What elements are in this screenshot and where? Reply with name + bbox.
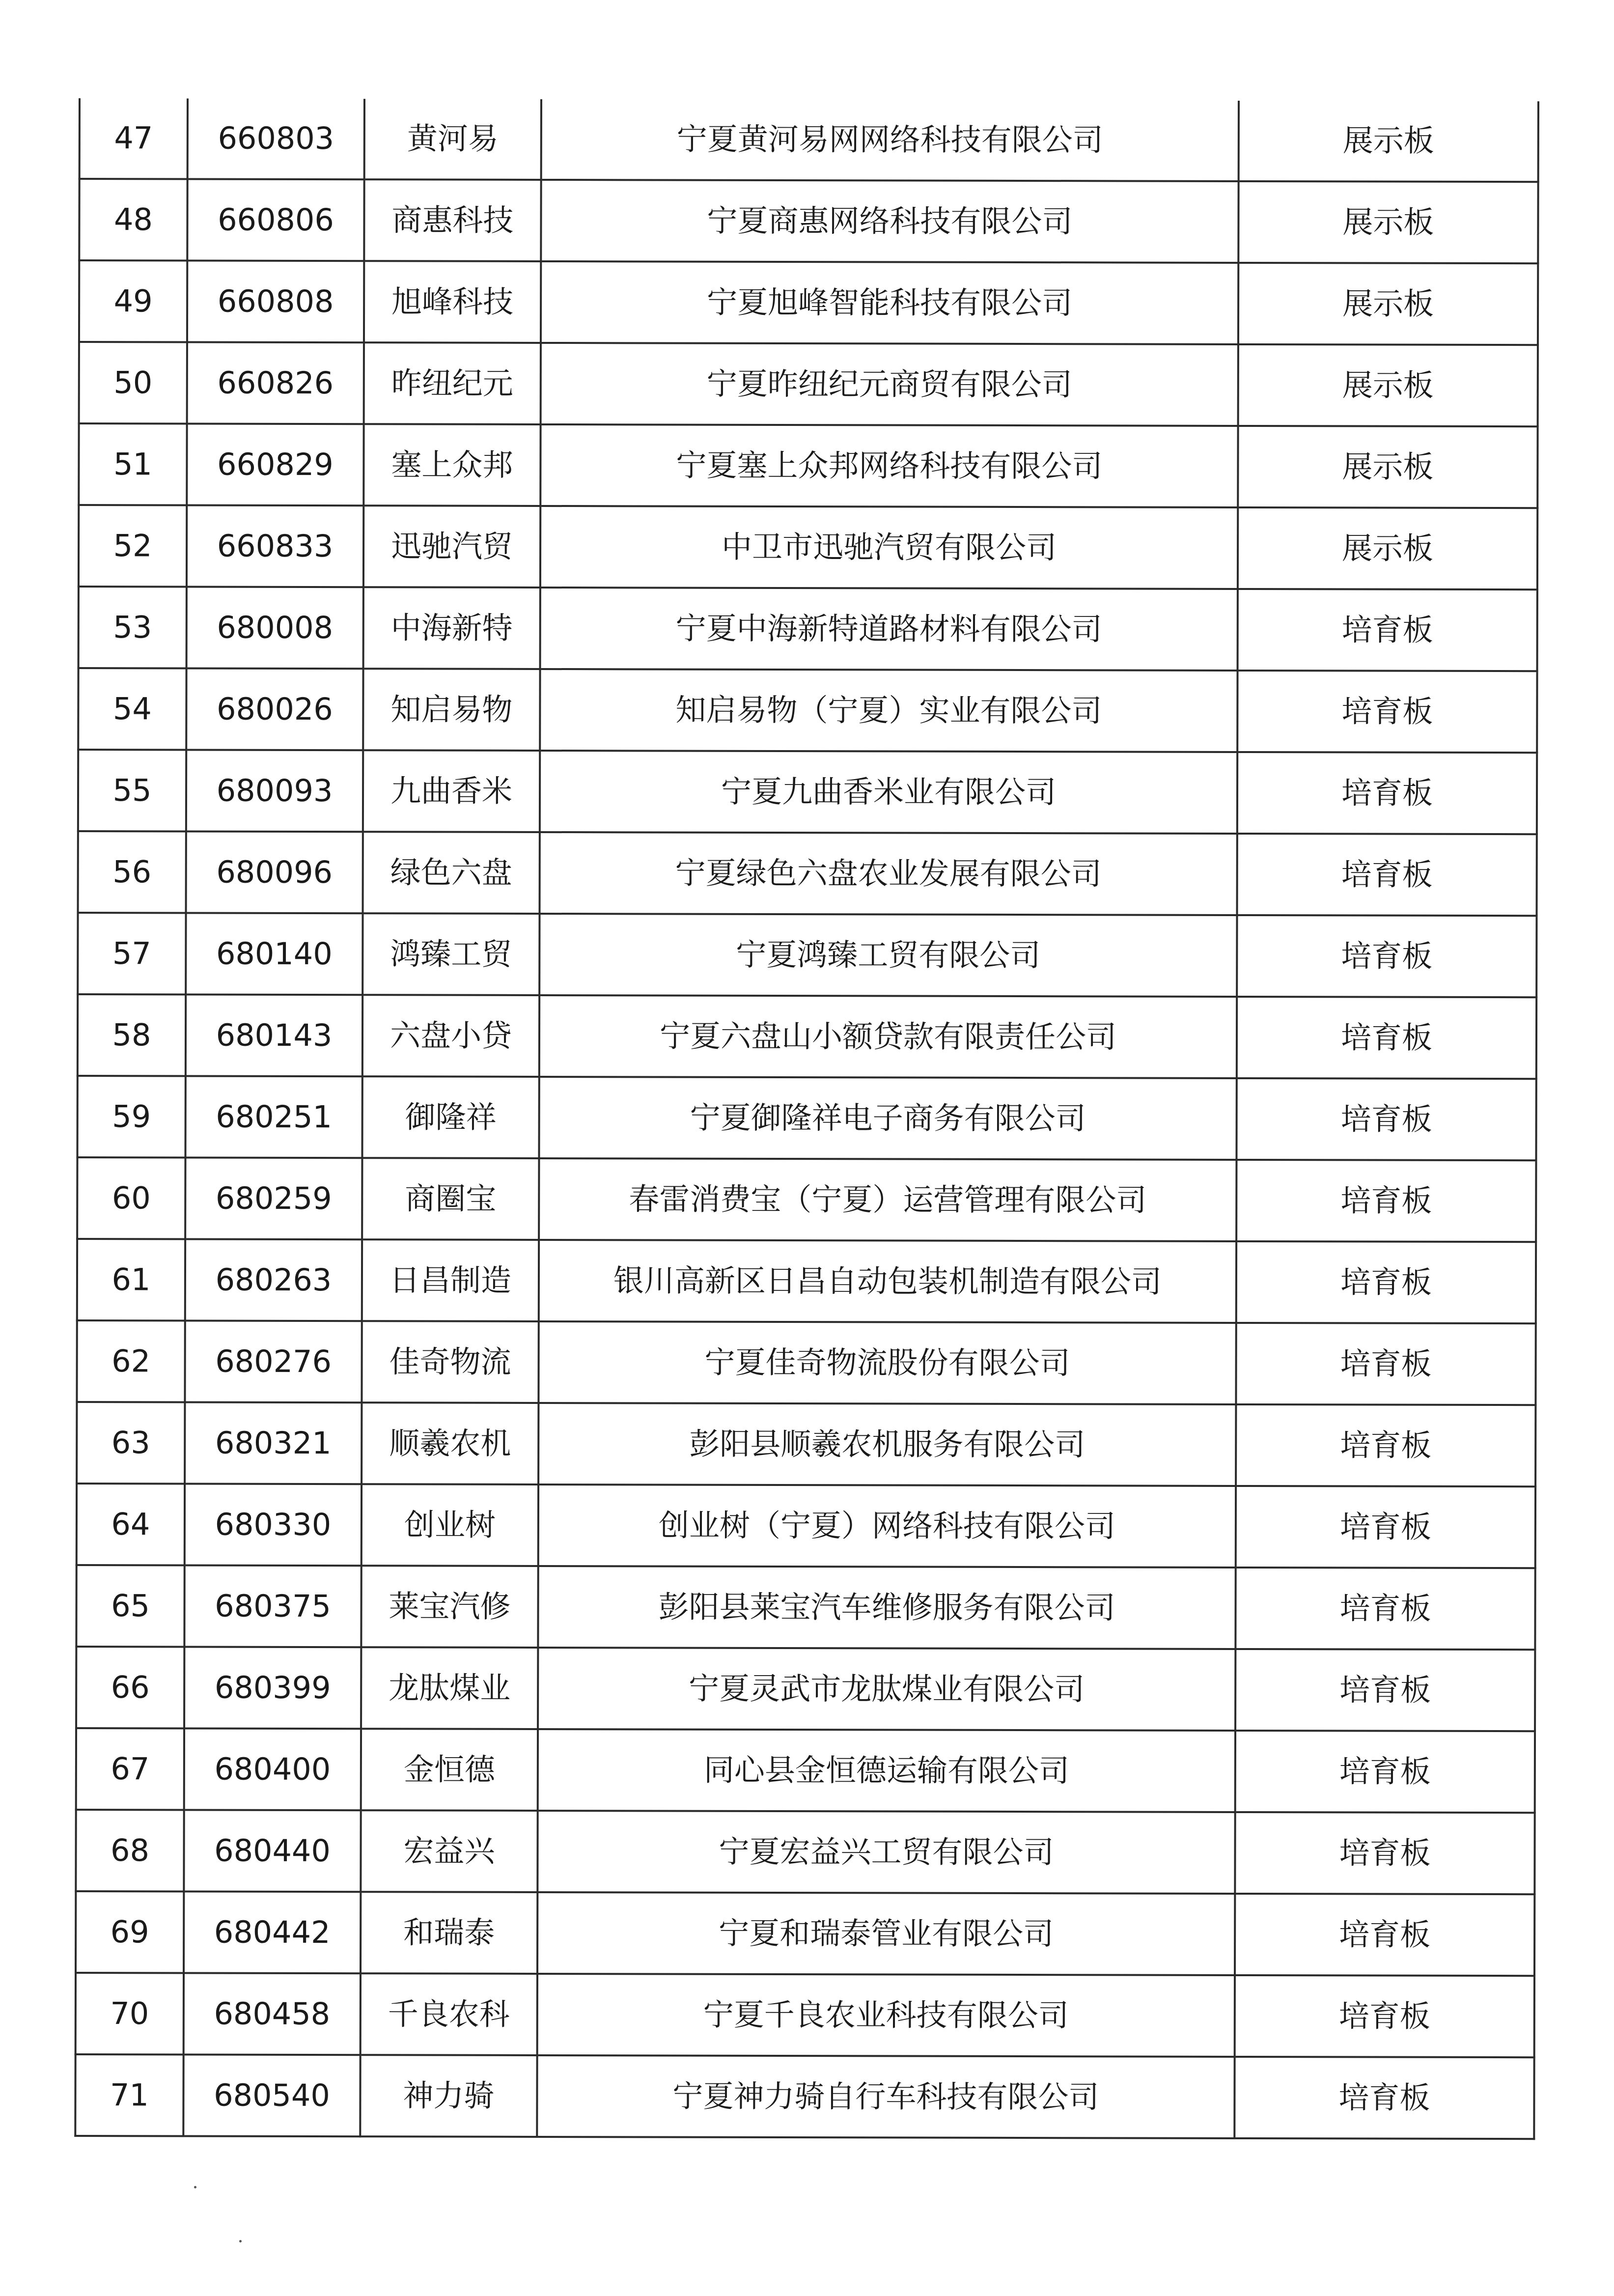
board-type: 展示板	[1238, 426, 1537, 508]
short-name: 鸿臻工贸	[362, 913, 539, 995]
row-number: 51	[79, 423, 187, 505]
board-type: 培育板	[1237, 834, 1537, 916]
stock-code: 680026	[186, 668, 363, 750]
board-type: 展示板	[1238, 181, 1538, 263]
company-name: 宁夏昨纽纪元商贸有限公司	[541, 343, 1238, 426]
table-row	[76, 1728, 1535, 1813]
board-type: 培育板	[1235, 1975, 1534, 2057]
stock-code: 680093	[186, 750, 363, 832]
company-name: 创业树（宁夏）网络科技有限公司	[538, 1484, 1236, 1568]
stock-code: 680399	[184, 1647, 361, 1729]
row-number: 67	[76, 1728, 184, 1810]
board-type: 展示板	[1238, 344, 1538, 426]
board-type: 培育板	[1235, 1649, 1535, 1731]
stock-code: 680440	[184, 1810, 361, 1892]
company-name: 宁夏神力骑自行车科技有限公司	[537, 2055, 1234, 2138]
company-name: 宁夏绿色六盘农业发展有限公司	[540, 832, 1237, 915]
stock-code: 680400	[184, 1728, 361, 1810]
board-type: 培育板	[1237, 671, 1537, 753]
stock-code: 680259	[185, 1157, 362, 1239]
company-name: 知启易物（宁夏）实业有限公司	[540, 669, 1237, 752]
short-name: 宏益兴	[361, 1810, 537, 1892]
company-name: 彭阳县莱宝汽车维修服务有限公司	[538, 1566, 1235, 1649]
short-name: 莱宝汽修	[361, 1566, 538, 1648]
table-row	[78, 750, 1537, 834]
table-row	[77, 1484, 1535, 1568]
row-number: 64	[77, 1484, 185, 1565]
stock-code: 660829	[187, 423, 363, 505]
stock-code: 680140	[186, 913, 362, 995]
company-name: 宁夏塞上众邦网络科技有限公司	[540, 424, 1238, 507]
short-name: 绿色六盘	[363, 832, 540, 914]
row-number: 61	[77, 1239, 185, 1320]
row-number: 47	[80, 98, 188, 179]
board-type: 培育板	[1237, 915, 1536, 997]
table-row	[76, 1565, 1535, 1650]
board-type: 培育板	[1236, 1323, 1535, 1405]
company-name: 宁夏旭峰智能科技有限公司	[541, 261, 1238, 344]
row-number: 50	[79, 342, 187, 423]
board-type: 培育板	[1237, 997, 1536, 1079]
table-row	[78, 831, 1537, 916]
table-row	[76, 1973, 1534, 2057]
company-name: 银川高新区日昌自动包装机制造有限公司	[539, 1240, 1236, 1323]
table-row	[80, 98, 1538, 182]
company-name: 宁夏灵武市龙肽煤业有限公司	[538, 1648, 1235, 1731]
short-name: 顺羲农机	[362, 1402, 538, 1484]
short-name: 中海新特	[363, 587, 540, 669]
company-name: 宁夏黄河易网网络科技有限公司	[541, 99, 1239, 181]
row-number: 49	[79, 260, 187, 342]
table-row	[76, 1891, 1534, 1976]
short-name: 旭峰科技	[364, 261, 541, 343]
short-name: 知启易物	[363, 669, 540, 751]
row-number: 52	[79, 505, 187, 587]
table-row	[77, 1157, 1536, 1242]
short-name: 昨纽纪元	[364, 342, 541, 424]
stock-code: 660826	[187, 342, 364, 424]
company-name: 宁夏佳奇物流股份有限公司	[538, 1321, 1236, 1404]
row-number: 57	[78, 913, 186, 994]
row-number: 65	[76, 1565, 184, 1647]
short-name: 龙肽煤业	[361, 1647, 538, 1729]
row-number: 63	[77, 1402, 185, 1484]
board-type: 展示板	[1238, 263, 1538, 345]
stock-code: 680096	[186, 831, 363, 913]
stock-code: 680540	[183, 2054, 360, 2136]
board-type: 培育板	[1236, 1486, 1535, 1568]
short-name: 黄河易	[364, 99, 541, 180]
row-number: 60	[77, 1157, 185, 1239]
short-name: 迅驰汽贸	[363, 505, 540, 588]
board-type: 培育板	[1236, 1241, 1536, 1323]
row-number: 71	[75, 2054, 183, 2136]
scan-speck	[239, 2240, 242, 2242]
short-name: 神力骑	[360, 2055, 537, 2137]
company-name: 宁夏鸿臻工贸有限公司	[539, 914, 1237, 997]
company-name: 宁夏商惠网络科技有限公司	[541, 180, 1238, 263]
short-name: 佳奇物流	[362, 1321, 538, 1403]
row-number: 59	[77, 1076, 185, 1157]
stock-code: 660803	[188, 98, 364, 179]
row-number: 70	[76, 1973, 184, 2054]
scan-speck	[194, 2186, 196, 2188]
short-name: 千良农科	[361, 1973, 537, 2055]
short-name: 日昌制造	[362, 1239, 539, 1321]
table-row	[79, 587, 1537, 671]
board-type: 培育板	[1234, 2057, 1534, 2139]
short-name: 塞上众邦	[363, 424, 540, 506]
table-row	[77, 1402, 1535, 1486]
table-row	[79, 260, 1538, 345]
board-type: 培育板	[1235, 1894, 1534, 1976]
stock-code: 680375	[184, 1565, 361, 1647]
table-row	[77, 1076, 1536, 1160]
stock-code: 680008	[187, 587, 363, 669]
stock-code: 660833	[187, 505, 363, 587]
table-body	[75, 98, 1538, 2139]
stock-code: 680330	[185, 1484, 362, 1566]
short-name: 商惠科技	[364, 179, 541, 261]
company-name: 宁夏中海新特道路材料有限公司	[540, 588, 1238, 671]
short-name: 创业树	[362, 1484, 538, 1566]
table-row	[77, 1239, 1536, 1323]
board-type: 培育板	[1237, 752, 1537, 834]
stock-code: 680321	[185, 1402, 362, 1484]
table-row	[79, 505, 1537, 589]
stock-code: 680276	[185, 1320, 362, 1402]
short-name: 和瑞泰	[361, 1892, 537, 1974]
short-name: 御隆祥	[362, 1076, 539, 1158]
board-type: 培育板	[1236, 1160, 1536, 1242]
table-row	[75, 2054, 1534, 2139]
board-type: 培育板	[1235, 1812, 1534, 1894]
stock-code: 660806	[187, 179, 364, 261]
company-name: 宁夏九曲香米业有限公司	[540, 751, 1237, 834]
row-number: 68	[76, 1810, 184, 1891]
row-number: 58	[78, 994, 186, 1076]
table-row	[76, 1810, 1534, 1894]
company-name: 中卫市迅驰汽贸有限公司	[540, 506, 1238, 589]
row-number: 53	[79, 587, 187, 668]
row-number: 69	[76, 1891, 184, 1973]
company-name: 同心县金恒德运输有限公司	[538, 1729, 1235, 1812]
table-row	[78, 994, 1536, 1079]
stock-code: 680263	[185, 1239, 362, 1321]
short-name: 商圈宝	[362, 1158, 539, 1240]
row-number: 54	[78, 668, 186, 750]
board-type: 培育板	[1235, 1568, 1535, 1650]
company-name: 宁夏御隆祥电子商务有限公司	[539, 1077, 1236, 1160]
company-name: 宁夏六盘山小额贷款有限责任公司	[539, 995, 1237, 1078]
row-number: 56	[78, 831, 186, 913]
table-row	[78, 913, 1536, 997]
row-number: 48	[79, 179, 187, 260]
table-row	[76, 1647, 1535, 1731]
company-name: 春雷消费宝（宁夏）运营管理有限公司	[539, 1158, 1236, 1241]
table-row	[78, 668, 1537, 753]
table-row	[77, 1320, 1535, 1405]
company-name: 宁夏千良农业科技有限公司	[537, 1974, 1235, 2057]
stock-code: 680251	[185, 1076, 362, 1158]
short-name: 六盘小贷	[362, 995, 539, 1077]
board-type: 培育板	[1236, 1078, 1536, 1160]
stock-code: 660808	[187, 260, 364, 342]
company-listing-table	[74, 98, 1539, 2140]
table-row	[79, 342, 1538, 426]
board-type: 培育板	[1238, 589, 1537, 671]
board-type: 培育板	[1236, 1404, 1535, 1486]
row-number: 66	[76, 1647, 184, 1728]
short-name: 金恒德	[361, 1729, 538, 1811]
company-name: 彭阳县顺羲农机服务有限公司	[538, 1403, 1236, 1486]
board-type: 培育板	[1235, 1731, 1535, 1813]
row-number: 62	[77, 1320, 185, 1402]
table-row	[79, 179, 1538, 263]
board-type: 展示板	[1238, 507, 1537, 589]
stock-code: 680442	[184, 1891, 361, 1973]
company-name: 宁夏和瑞泰管业有限公司	[537, 1892, 1235, 1975]
company-name: 宁夏宏益兴工贸有限公司	[537, 1811, 1235, 1894]
stock-code: 680458	[184, 1973, 361, 2055]
row-number: 55	[78, 750, 186, 831]
stock-code: 680143	[186, 994, 362, 1076]
short-name: 九曲香米	[363, 750, 540, 832]
board-type: 展示板	[1239, 101, 1538, 182]
table-row	[79, 423, 1537, 508]
